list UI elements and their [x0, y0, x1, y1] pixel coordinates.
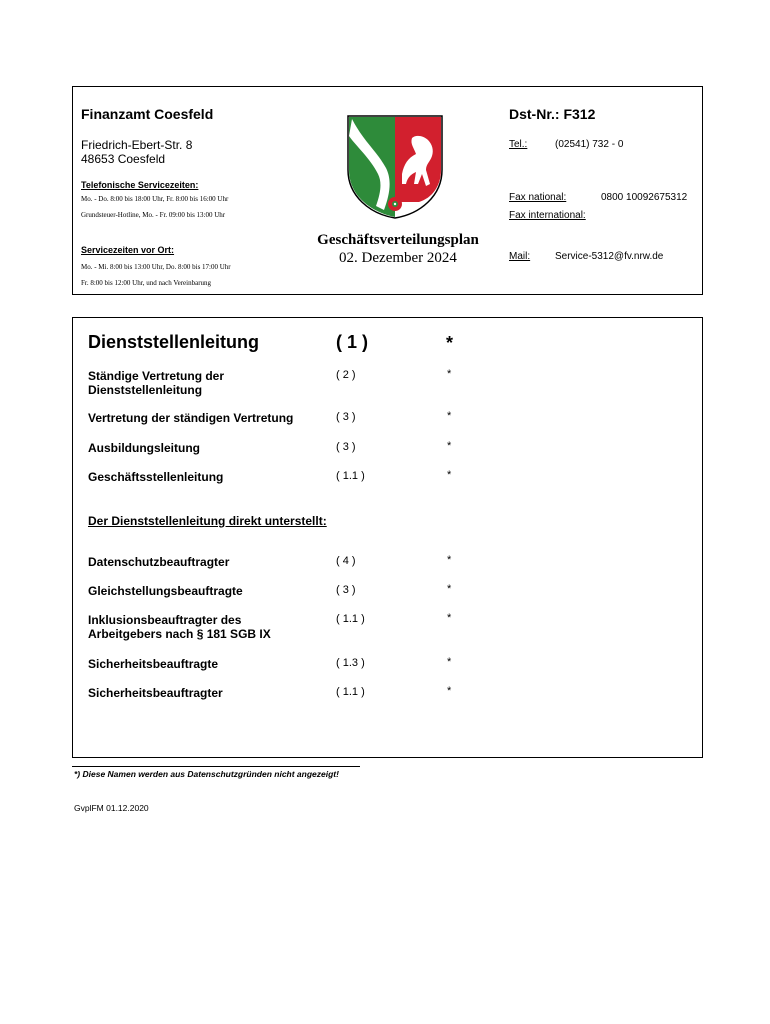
nrw-coat-of-arms-icon: [346, 114, 444, 220]
footnote-divider: [72, 766, 360, 767]
row-star: *: [447, 656, 452, 668]
address-city: 48653 Coesfeld: [81, 152, 166, 166]
onsite-hours-2: Fr. 8:00 bis 12:00 Uhr, und nach Vereinbarung: [81, 279, 212, 287]
onsite-hours-1: Mo. - Mi. 8:00 bis 13:00 Uhr, Do. 8:00 bis 17:00 Uhr: [81, 263, 231, 271]
office-name: Finanzamt Coesfeld: [81, 106, 214, 122]
row-label: Sicherheitsbeauftragte: [88, 657, 219, 671]
row-star: *: [447, 612, 452, 624]
office-number: Dst-Nr.: F312: [509, 106, 596, 122]
plan-title: Geschäftsverteilungsplan: [317, 232, 479, 248]
row-code: ( 1.1 ): [336, 613, 365, 625]
row-label: Geschäftsstellenleitung: [88, 470, 224, 484]
row-code: ( 3 ): [336, 411, 356, 423]
leadership-label: Dienststellenleitung: [88, 332, 260, 352]
section-heading: Der Dienststellenleitung direkt unterstellt:: [88, 514, 327, 528]
plan-date: 02. Dezember 2024: [339, 250, 457, 266]
fax-national-value: 0800 10092675312: [601, 192, 688, 203]
row-code: ( 1.1 ): [336, 470, 365, 482]
footnote: *) Diese Namen werden aus Datenschutzgründen nicht angezeigt!: [74, 769, 339, 779]
address-street: Friedrich-Ebert-Str. 8: [81, 138, 193, 152]
row-label: Datenschutzbeauftragter: [88, 555, 230, 569]
row-label: Vertretung der ständigen Vertretung: [88, 411, 294, 425]
row-label: Ständige Vertretung der: [88, 369, 225, 383]
row-code: ( 1.3 ): [336, 657, 365, 669]
mail-label: Mail:: [509, 251, 531, 262]
row-label: Sicherheitsbeauftragter: [88, 686, 223, 700]
fax-international-label: Fax international:: [509, 210, 586, 221]
row-star: *: [447, 410, 452, 422]
fax-national-label: Fax national:: [509, 192, 567, 203]
tel-value: (02541) 732 - 0: [555, 139, 624, 150]
row-star: *: [447, 368, 452, 380]
row-label: Inklusionsbeauftragter des: [88, 613, 242, 627]
leadership-star: *: [446, 333, 454, 353]
row-label: Ausbildungsleitung: [88, 441, 200, 455]
row-label-line2: Dienststellenleitung: [88, 383, 203, 397]
row-code: ( 4 ): [336, 555, 356, 567]
onsite-heading: Servicezeiten vor Ort:: [81, 245, 175, 255]
leadership-code: ( 1 ): [336, 332, 369, 352]
row-star: *: [447, 583, 452, 595]
row-star: *: [447, 554, 452, 566]
row-code: ( 3 ): [336, 441, 356, 453]
row-label-line2: Arbeitgebers nach § 181 SGB IX: [88, 627, 271, 641]
tel-label: Tel.:: [509, 139, 528, 150]
phone-hours: Mo. - Do. 8:00 bis 18:00 Uhr, Fr. 8:00 bis 16:00 Uhr: [81, 195, 229, 203]
row-code: ( 1.1 ): [336, 686, 365, 698]
form-id: GvplFM 01.12.2020: [74, 803, 149, 813]
row-star: *: [447, 685, 452, 697]
hotline-hours: Grundsteuer-Hotline, Mo. - Fr. 09:00 bis 13:00 Uhr: [81, 211, 226, 219]
phone-service-heading: Telefonische Servicezeiten:: [81, 180, 199, 190]
row-label: Gleichstellungsbeauftragte: [88, 584, 243, 598]
row-star: *: [447, 440, 452, 452]
row-code: ( 2 ): [336, 369, 356, 381]
row-code: ( 3 ): [336, 584, 356, 596]
mail-link[interactable]: Service-5312@fv.nrw.de: [555, 251, 664, 262]
row-star: *: [447, 469, 452, 481]
